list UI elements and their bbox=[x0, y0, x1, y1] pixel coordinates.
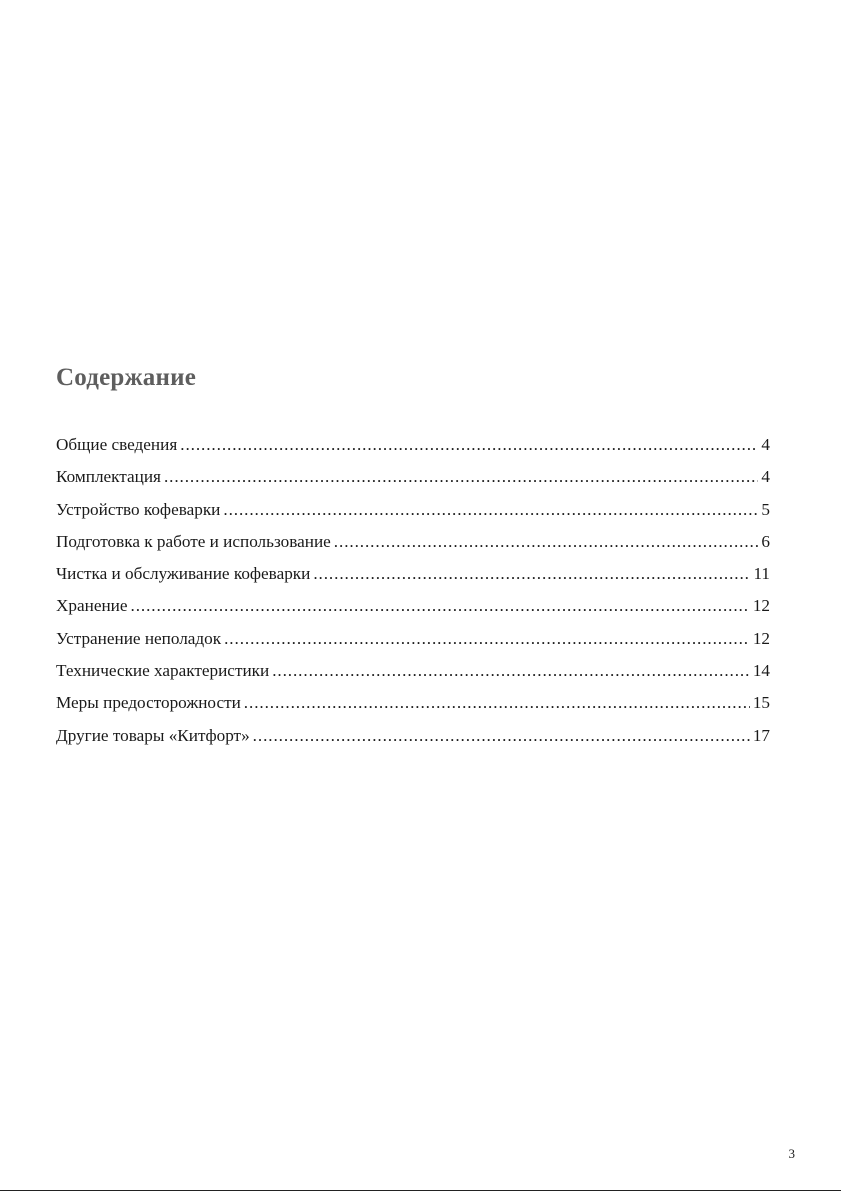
toc-entry-label: Другие товары «Китфорт» bbox=[56, 725, 250, 745]
toc-entry[interactable] bbox=[56, 590, 770, 622]
toc-entry[interactable] bbox=[56, 429, 770, 461]
toc-entry-label: Устройство кофеварки bbox=[56, 499, 221, 519]
toc-entry[interactable] bbox=[56, 526, 770, 558]
toc-leader-dots bbox=[313, 558, 750, 590]
toc-leader-dots bbox=[164, 461, 758, 493]
toc-entry[interactable] bbox=[56, 558, 770, 590]
toc-entry-label: Общие сведения bbox=[56, 435, 178, 454]
toc-leader-dots bbox=[272, 655, 750, 687]
toc-entry-page: 17 bbox=[752, 725, 770, 745]
toc-entry-page: 11 bbox=[753, 564, 770, 584]
page-title: Содержание bbox=[56, 364, 197, 391]
toc-entry-label: Устранение неполадок bbox=[56, 628, 222, 648]
toc-entry[interactable] bbox=[56, 720, 770, 752]
toc-entry-page: 5 bbox=[761, 499, 770, 519]
toc-entry-label: Хранение bbox=[56, 596, 128, 616]
toc-leader-dots bbox=[334, 526, 759, 558]
toc-leader-dots bbox=[223, 494, 758, 526]
toc-entry-page: 12 bbox=[752, 628, 770, 648]
toc-entry-page: 6 bbox=[761, 531, 770, 551]
toc-leader-dots bbox=[180, 429, 758, 461]
toc-entry-page: 15 bbox=[752, 693, 770, 713]
toc-entry-page: 14 bbox=[752, 661, 770, 681]
toc-entry[interactable] bbox=[56, 461, 770, 493]
toc-entry[interactable] bbox=[56, 494, 770, 526]
toc-leader-dots bbox=[244, 687, 750, 719]
table-of-contents bbox=[56, 429, 770, 752]
toc-leader-dots bbox=[253, 720, 750, 752]
toc-entry-page: 4 bbox=[761, 467, 770, 487]
toc-entry-label: Чистка и обслуживание кофеварки bbox=[56, 564, 311, 584]
toc-entry[interactable] bbox=[56, 623, 770, 655]
page-number: 3 bbox=[788, 1146, 795, 1161]
bottom-divider bbox=[0, 1190, 841, 1191]
toc-entry-label: Подготовка к работе и использование bbox=[56, 531, 331, 551]
toc-entry-page: 4 bbox=[761, 435, 770, 454]
toc-entry-label: Меры предосторожности bbox=[56, 693, 241, 713]
toc-leader-dots bbox=[131, 590, 750, 622]
toc-entry-page: 12 bbox=[752, 596, 770, 616]
toc-entry[interactable] bbox=[56, 655, 770, 687]
toc-entry-label: Технические характеристики bbox=[56, 661, 270, 681]
toc-entry-label: Комплектация bbox=[56, 467, 161, 487]
toc-leader-dots bbox=[224, 623, 750, 655]
toc-entry[interactable] bbox=[56, 687, 770, 719]
